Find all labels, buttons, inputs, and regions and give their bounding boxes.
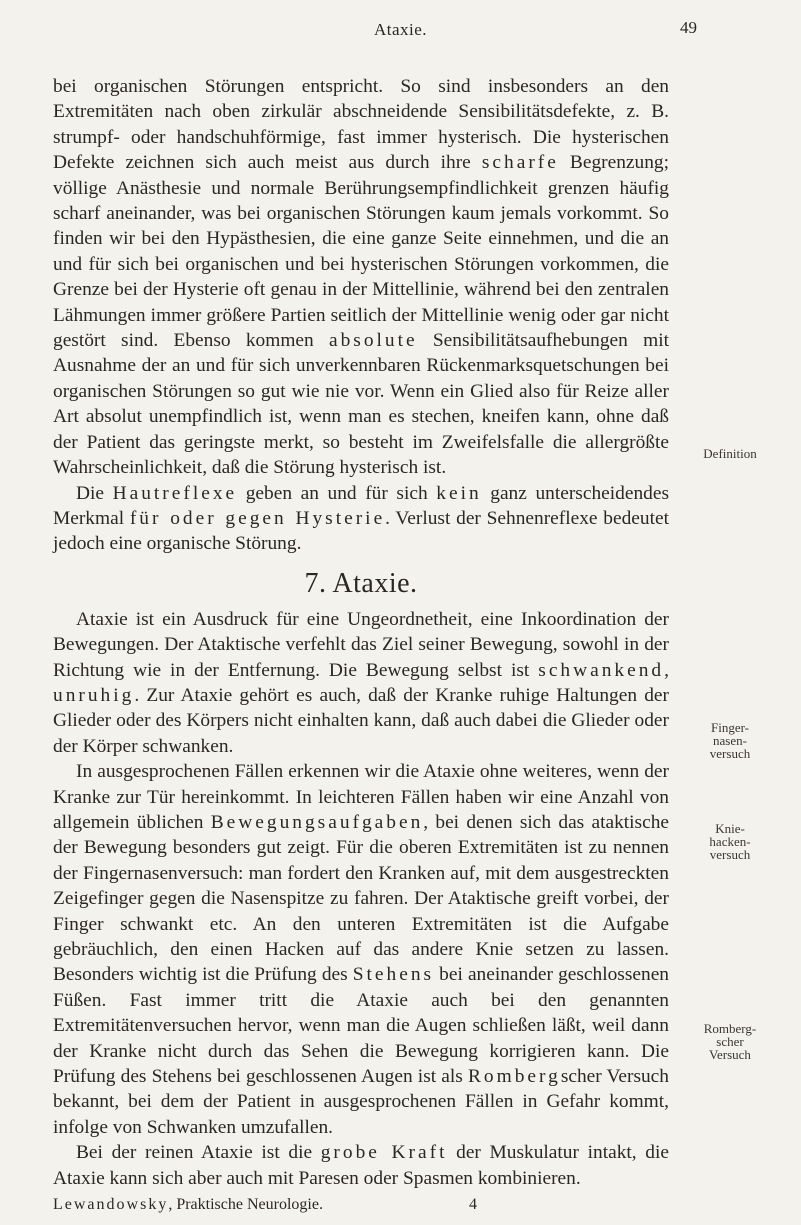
- text-run: , bei denen sich das ataktische der Bewegung besonders gut zeigt. Für die oberen Extremitäten ist zu nennen der Fingernasenversuch: man fordert den Kranken auf, mit dem ausgestreckten Zeigefinger gegen die Nasenspitze zu fahren. Der Ataktische greift vorbei, der Finger schwankt etc. An den unteren Extremitäten ist die Aufgabe gebräuchlich, den einen Hacken auf das andere Knie setzen zu lassen. Besonders wichtig ist die Prüfung des: [53, 811, 669, 986]
- spaced-emphasis: schwankend: [538, 659, 665, 681]
- section-heading: 7. Ataxie.: [304, 567, 418, 599]
- paragraph: [53, 759, 669, 1140]
- spaced-emphasis: für oder gegen Hysterie: [129, 507, 386, 529]
- body-text: [53, 74, 669, 1191]
- spaced-emphasis: Stehens: [352, 964, 435, 986]
- spaced-emphasis: grobe Kraft: [320, 1142, 448, 1164]
- footer-signature-line: [53, 1196, 669, 1214]
- text-run: Begrenzung; völlige Anästhesie und normale Berührungsempfindlichkeit grenzen häufig scharf aneinander, was bei organischen Störungen kaum jemals vorkommt. So finden wir bei den Hypästhesien, die eine ganze Seite einnehmen, und die an und für sich bei organischen und bei hysterischen Störungen vorkommen, die Grenze bei der Hysterie oft genau in der Mittellinie, während bei den zentralen Lähmungen immer größere Partien seitlich der Mittellinie wenig oder gar nicht gestört sind. Ebenso kommen: [53, 152, 669, 352]
- spaced-emphasis: unruhig: [53, 684, 135, 706]
- margin-note-romberg: Romberg- scher Versuch: [703, 1021, 757, 1062]
- text-run: ,: [664, 659, 669, 681]
- text-run: geben an und für sich: [237, 482, 437, 504]
- spaced-emphasis: Bewegungsaufgaben: [210, 811, 424, 833]
- footer-author: Lewandowsky: [53, 1196, 169, 1213]
- paragraph: [53, 481, 669, 557]
- text-run: ganz unterscheidendes Merkmal: [53, 482, 669, 529]
- footer-work: , Praktische Neurologie.: [168, 1196, 323, 1213]
- text-run: Sensibilitätsaufhebungen mit Ausnahme der an und für sich unverkennbaren Rückenmarksquetschungen bei organischen Störungen so gut wie nie vor. Wenn ein Glied also für Reize aller Art absolut unempfindlich ist, wenn man es stechen, kneifen kann, ohne daß der Patient das geringste merkt, so besteht im Zweifelsfalle die allergrößte Wahrscheinlichkeit, daß die Störung hysterisch ist.: [53, 330, 669, 479]
- spaced-emphasis: kein: [436, 482, 482, 504]
- spaced-emphasis: Romberg: [467, 1066, 561, 1088]
- text-run: . Verlust der Sehnenreflexe bedeutet jedoch eine organische Störung.: [53, 507, 669, 555]
- signature-mark: 4: [469, 1196, 477, 1213]
- paragraph: [53, 607, 669, 759]
- margin-note-definition: Definition: [703, 446, 757, 461]
- paragraph: [53, 1140, 669, 1191]
- text-run: Ataxie ist ein Ausdruck für eine Ungeordnetheit, eine Inkoordination der Bewegungen. Der Ataktische verfehlt das Ziel seiner Bewegung, sowohl in der Richtung wie in der Entfernung. Die Bewegung selbst ist: [53, 608, 669, 681]
- text-run: Die: [76, 482, 113, 504]
- running-title: Ataxie.: [373, 20, 428, 39]
- text-run: In ausgesprochenen Fällen erkennen wir die Ataxie ohne weiteres, wenn der Kranke zur Tür hereinkommt. In leichteren Fällen haben wir eine Anzahl von allgemein üblichen: [53, 761, 669, 833]
- text-run: scher Versuch bekannt, bei dem der Patient in ausgesprochenen Fällen in Gefahr kommt, infolge von Schwanken umzufallen.: [53, 1066, 669, 1138]
- spaced-emphasis: Hautreflexe: [112, 482, 238, 504]
- margin-note-kniehackenversuch: Knie- hacken- versuch: [709, 821, 751, 862]
- page-number: 49: [680, 18, 697, 37]
- text-run: bei organischen Störungen entspricht. So sind insbesonders an den Extremitäten nach oben zirkulär abschneidende Sensibilitätsdefekte, z. B. strumpf- oder handschuhförmige, fast immer hysterisch. Die hysterischen Defekte zeichnen sich auch meist aus durch ihre: [53, 76, 669, 174]
- text-run: . Zur Ataxie gehört es auch, daß der Kranke ruhige Haltungen der Glieder oder des Körpers nicht einhalten kann, daß auch dabei die Glieder oder der Körper schwanken.: [53, 684, 669, 757]
- spaced-emphasis: scharfe: [481, 152, 559, 174]
- text-run: Bei der reinen Ataxie ist die: [76, 1142, 321, 1164]
- text-run: der Muskulatur intakt, die Ataxie kann sich aber auch mit Paresen oder Spasmen kombinieren.: [53, 1142, 669, 1189]
- text-run: bei aneinander geschlossenen Füßen. Fast immer tritt die Ataxie auch bei den genannten Extremitätenversuchen hervor, wenn man die Augen schließen läßt, weil dann der Kranke nicht durch das Sehen die Bewegung korrigieren kann. Die Prüfung des Stehens bei geschlossenen Augen ist als: [53, 964, 669, 1088]
- paragraph: [53, 74, 669, 481]
- spaced-emphasis: absolute: [329, 330, 418, 352]
- margin-note-fingernasenversuch: Finger- nasen- versuch: [709, 720, 751, 761]
